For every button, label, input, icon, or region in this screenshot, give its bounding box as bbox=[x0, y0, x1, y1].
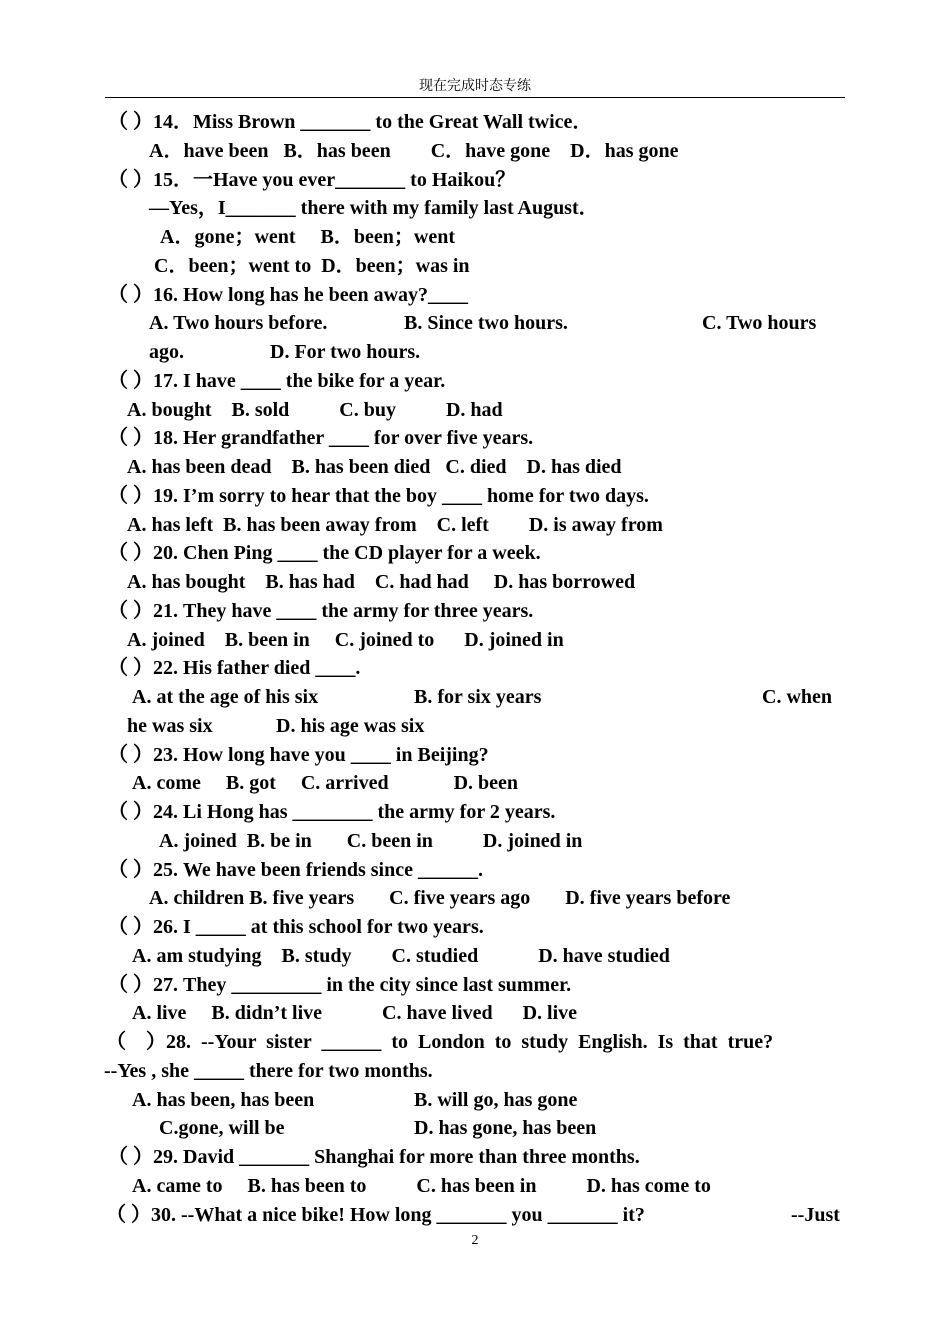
line-text: （ ）29. David _______ Shanghai for more than three months. bbox=[108, 1146, 640, 1168]
exercise-line bbox=[104, 223, 846, 252]
line-text: A. has bought B. has had C. had had D. has borrowed bbox=[127, 571, 636, 593]
line-text: （ ）21. They have ____ the army for three years. bbox=[108, 599, 534, 622]
line-text: （ ）17. I have ____ the bike for a year. bbox=[108, 369, 446, 392]
line-text: A．have been B．has been C．have gone D．has gone bbox=[149, 139, 679, 162]
exercise-line bbox=[104, 396, 846, 425]
line-text: （ ）24. Li Hong has ________ the army for 2 years. bbox=[108, 801, 556, 823]
line-text: （ ）23. How long have you ____ in Beijing? bbox=[108, 743, 489, 766]
exercise-line bbox=[104, 683, 846, 712]
exercise-line bbox=[104, 367, 846, 396]
line-text: A. come B. got C. arrived D. been bbox=[132, 772, 519, 795]
header-title: 现在完成时态专练 bbox=[419, 78, 531, 94]
exercise-line bbox=[104, 971, 846, 1000]
line-text: （ ）26. I _____ at this school for two years. bbox=[108, 916, 484, 938]
exercise-line bbox=[104, 338, 846, 367]
exercise-line bbox=[104, 942, 846, 971]
page-number: 2 bbox=[471, 1233, 479, 1248]
line-text: C．been；went to D．been；was in bbox=[154, 254, 470, 277]
line-text: （ ）16. How long has he been away?____ bbox=[108, 283, 469, 306]
exercise-line bbox=[104, 137, 846, 166]
exercise-line bbox=[104, 597, 846, 626]
line-text: A. has been, has been bbox=[132, 1088, 315, 1111]
line-text: C. Two hours bbox=[702, 312, 817, 335]
exercise-line bbox=[104, 626, 846, 655]
exercise-line bbox=[104, 712, 846, 741]
exercise-line bbox=[104, 769, 846, 798]
line-text: C.gone, will be bbox=[159, 1117, 285, 1140]
line-text: A. joined B. be in C. been in D. joined in bbox=[159, 829, 583, 852]
line-text: A. came to B. has been to C. has been in D. has come to bbox=[132, 1174, 711, 1197]
line-text: B. will go, has gone bbox=[414, 1088, 578, 1111]
exercise-line bbox=[104, 453, 846, 482]
line-text: C. when bbox=[762, 686, 833, 708]
line-text: --Just bbox=[791, 1203, 840, 1226]
line-text: D. For two hours. bbox=[270, 341, 421, 363]
exercise-line bbox=[104, 252, 846, 281]
line-text: A. has left B. has been away from C. left D. is away from bbox=[127, 513, 663, 536]
line-text: （ ）25. We have been friends since ______. bbox=[108, 858, 483, 881]
line-text: A. am studying B. study C. studied D. have studied bbox=[132, 944, 670, 967]
line-text: A. Two hours before. bbox=[149, 312, 328, 335]
line-text: D. his age was six bbox=[276, 714, 425, 737]
exercise-line bbox=[104, 511, 846, 540]
exercise-content bbox=[104, 108, 846, 1229]
exercise-line bbox=[104, 1143, 846, 1172]
line-text: —Yes，I_______ there with my family last August． bbox=[149, 197, 599, 220]
exercise-line bbox=[104, 309, 846, 338]
line-text: （ ）14．Miss Brown _______ to the Great Wall twice． bbox=[108, 111, 593, 133]
line-text: （ ）27. They _________ in the city since last summer. bbox=[108, 973, 572, 996]
exercise-line bbox=[104, 1057, 846, 1086]
line-text: A. has been dead B. has been died C. died D. has died bbox=[127, 456, 622, 478]
line-text: （ ）28. --Your sister ______ to London to study English. Is that true? bbox=[106, 1031, 774, 1053]
page-header bbox=[105, 76, 845, 98]
line-text: （ ）30. --What a nice bike! How long _______ you _______ it? bbox=[106, 1203, 645, 1226]
exercise-line bbox=[104, 1114, 846, 1143]
exercise-line bbox=[104, 539, 846, 568]
line-text: A. at the age of his six bbox=[132, 686, 319, 708]
line-text: （ ）20. Chen Ping ____ the CD player for a week. bbox=[108, 542, 541, 565]
line-text: A. children B. five years C. five years ago D. five years before bbox=[149, 887, 731, 910]
exercise-line bbox=[104, 194, 846, 223]
exercise-line bbox=[104, 166, 846, 195]
exercise-line bbox=[104, 741, 846, 770]
exercise-line bbox=[104, 1172, 846, 1201]
line-text: D. has gone, has been bbox=[414, 1117, 597, 1140]
exercise-line bbox=[104, 884, 846, 913]
line-text: A. live B. didn’t live C. have lived D. live bbox=[132, 1002, 577, 1025]
line-text: A. joined B. been in C. joined to D. joined in bbox=[127, 628, 564, 651]
exercise-line bbox=[104, 827, 846, 856]
exercise-line bbox=[104, 856, 846, 885]
exercise-line bbox=[104, 999, 846, 1028]
exercise-line bbox=[104, 568, 846, 597]
exercise-line bbox=[104, 482, 846, 511]
exercise-line bbox=[104, 108, 846, 137]
line-text: （ ）22. His father died ____. bbox=[108, 657, 361, 680]
line-text: A．gone；went B．been；went bbox=[160, 226, 455, 248]
line-text: （ ）18. Her grandfather ____ for over five years. bbox=[108, 427, 534, 450]
exercise-line bbox=[104, 913, 846, 942]
exercise-line bbox=[104, 424, 846, 453]
exercise-line bbox=[104, 1086, 846, 1115]
exercise-line bbox=[104, 281, 846, 310]
exercise-line bbox=[104, 798, 846, 827]
line-text: A. bought B. sold C. buy D. had bbox=[127, 398, 503, 421]
exercise-line bbox=[104, 1028, 846, 1057]
line-text: B. Since two hours. bbox=[404, 312, 568, 335]
line-text: --Yes , she _____ there for two months. bbox=[104, 1059, 433, 1082]
exercise-line bbox=[104, 1201, 846, 1230]
exercise-line bbox=[104, 654, 846, 683]
line-text: ago. bbox=[149, 341, 184, 363]
line-text: （ ）19. I’m sorry to hear that the boy ____ home for two days. bbox=[108, 484, 649, 507]
line-text: B. for six years bbox=[414, 686, 542, 708]
line-text: he was six bbox=[127, 714, 213, 737]
line-text: （ ）15．一Have you ever_______ to Haikou？ bbox=[108, 168, 516, 191]
